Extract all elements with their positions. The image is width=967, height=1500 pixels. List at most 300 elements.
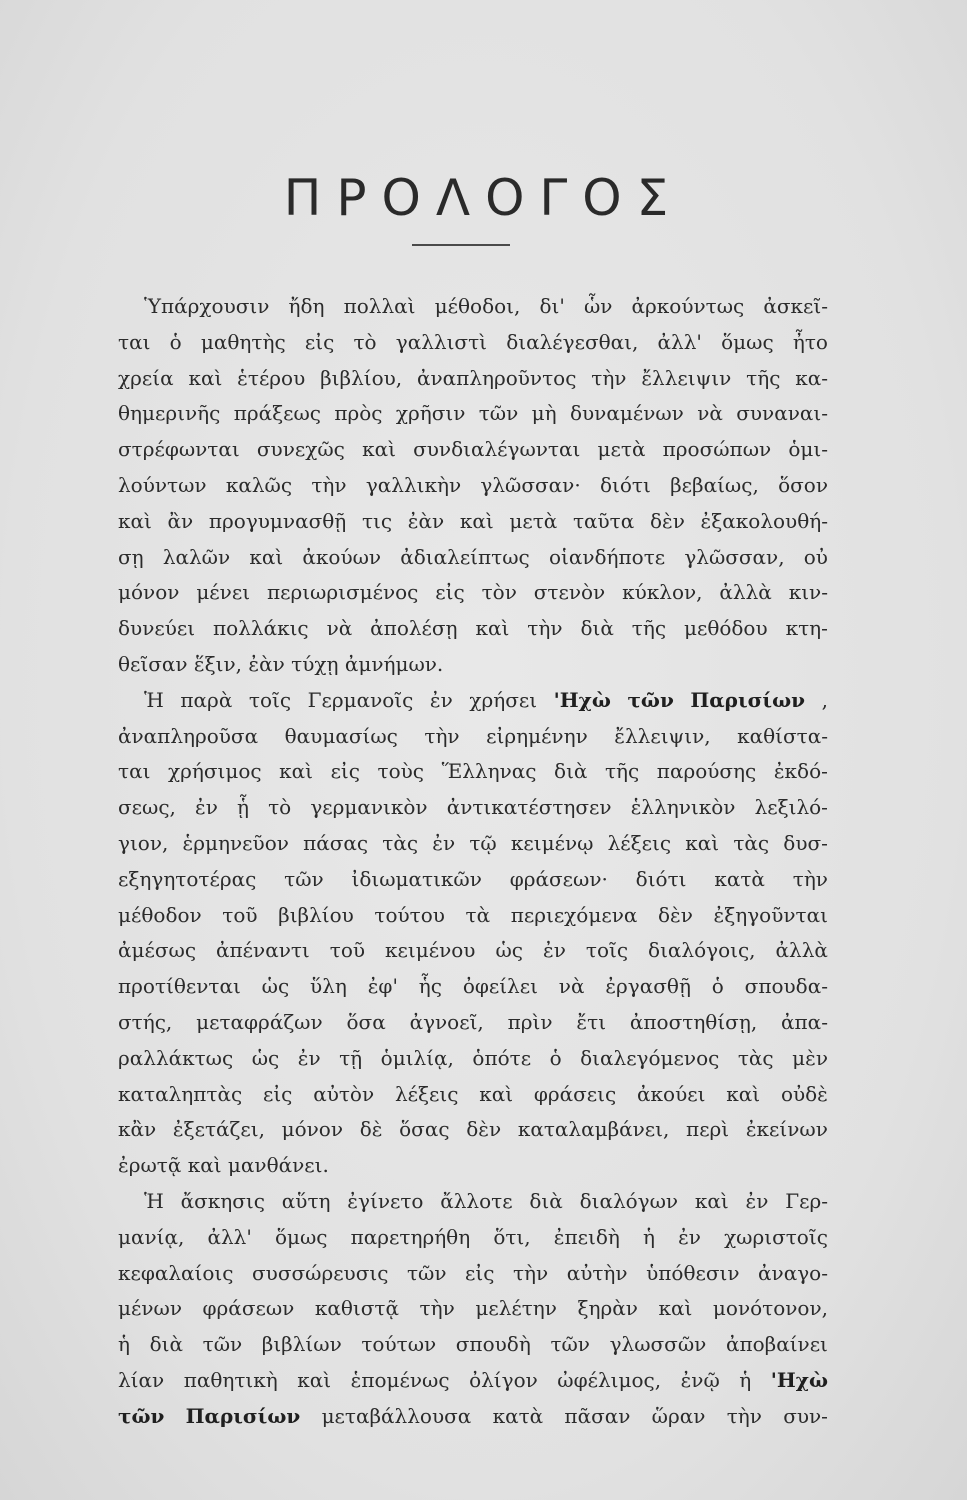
word: τὴν: [726, 1403, 762, 1428]
word: τὸ: [353, 329, 377, 354]
word: ἑρμηνεῦον: [182, 830, 289, 855]
word: μεταβάλλουσα: [321, 1403, 472, 1428]
text-line: [118, 826, 828, 862]
word: ὕλη: [310, 974, 347, 999]
word: δὲν: [657, 902, 693, 927]
word: εἰρημένην: [486, 723, 588, 748]
word: ἐν: [429, 687, 453, 712]
paragraph: [118, 683, 828, 1184]
word: τοῦ: [329, 938, 366, 963]
word: ἐν: [542, 938, 566, 963]
text-line: [118, 361, 828, 397]
word: καὶ: [726, 1081, 761, 1106]
word: τὸ: [268, 795, 292, 820]
word: εἰς: [435, 580, 465, 605]
word: ᾗ: [237, 795, 249, 820]
word: δυνεύει: [118, 616, 196, 641]
word: γερμανικὸν: [310, 795, 428, 820]
word: σῃ: [118, 544, 144, 569]
text-line: [118, 611, 828, 647]
word: ἐν: [745, 1188, 769, 1213]
text-line: [118, 1256, 828, 1292]
word: ὡς: [251, 1045, 280, 1070]
word: βιβλίων: [261, 1332, 342, 1357]
word: τὸν: [481, 580, 517, 605]
word: ἀναπληροῦσα: [118, 723, 259, 748]
word: τὴν: [591, 365, 627, 390]
word: ἀναπληροῦντος: [417, 365, 577, 390]
word: μέθοδοι,: [434, 294, 521, 318]
text-line: [118, 468, 828, 504]
word: σπουδὴ: [455, 1332, 531, 1357]
word: θημερινῆς: [118, 401, 221, 426]
word: πολλάκις: [213, 616, 309, 641]
word: τὰς: [733, 830, 770, 855]
word: τὴν: [527, 616, 563, 641]
word: διὰ: [149, 1332, 183, 1357]
word: κατὰ: [714, 866, 765, 891]
text-line: [118, 647, 828, 683]
word: κειμένου: [385, 938, 476, 963]
word: μεθόδου: [683, 616, 768, 641]
word: καθίστα-: [737, 723, 828, 748]
paragraph: [118, 289, 828, 683]
word: ἤδη: [288, 294, 325, 318]
word: ἀλλὰ: [775, 938, 828, 963]
word: χρήσιμος: [167, 759, 262, 784]
word: ὅσον: [778, 472, 828, 497]
word: πάσας: [303, 830, 369, 855]
word: διαλόγων: [579, 1188, 679, 1213]
text-line: [118, 1184, 828, 1220]
word: ται: [118, 329, 151, 354]
word: παρούσης: [656, 759, 757, 784]
text-line: [118, 898, 828, 934]
word: διαλόγοις,: [648, 938, 756, 963]
text-line: [118, 1112, 828, 1148]
text-line: [118, 1399, 828, 1435]
line-text: ἐρωτᾷ καὶ μανθάνει.: [118, 1153, 329, 1178]
word: πολλαὶ: [343, 294, 416, 318]
word: εἰς: [465, 1260, 495, 1285]
word: καὶ: [297, 1367, 332, 1392]
word: ἦτο: [792, 329, 828, 354]
word: ἑπομένως: [350, 1367, 450, 1392]
word: διὰ: [529, 1188, 563, 1213]
text-line: [118, 683, 828, 719]
word: μαθητὴς: [200, 329, 286, 354]
word: τούτου: [374, 902, 445, 927]
word: ὁπότε: [472, 1045, 532, 1070]
word: ἑτέρου: [237, 365, 306, 390]
word: νὰ: [326, 616, 353, 641]
word: χρήσει: [469, 687, 538, 712]
word: καλῶς: [225, 472, 293, 497]
word: ἑλληνικὸν: [630, 795, 736, 820]
word: πρὶν: [507, 1009, 553, 1034]
word: παρὰ: [180, 687, 233, 712]
word: ται: [118, 759, 151, 784]
word: ἐὰν: [407, 508, 445, 533]
text-line: [118, 1041, 828, 1077]
word: ὅμως: [721, 329, 774, 354]
text-line: [118, 1077, 828, 1113]
word: διαλέγεσθαι,: [506, 329, 639, 354]
word: τὴν: [419, 1296, 455, 1321]
word: ὥραν: [651, 1403, 706, 1428]
word: οὐ: [803, 544, 828, 569]
word: ἀλλ': [207, 1224, 252, 1249]
word: τῇ: [339, 1045, 363, 1070]
word: ἰδιωματικῶν: [351, 866, 482, 891]
word: συναναι-: [736, 401, 828, 426]
text-line: [118, 1363, 828, 1399]
word: ὠφέλιμος,: [557, 1367, 662, 1392]
word: μόνον: [281, 1117, 344, 1142]
word: λέξεις: [394, 1081, 459, 1106]
word: αὐτὸν: [313, 1081, 375, 1106]
word: χωριστοῖς: [724, 1224, 828, 1249]
word: ὀλίγον: [469, 1367, 538, 1392]
word: ,: [821, 687, 828, 712]
word: ὀφείλει: [462, 974, 538, 999]
word: τὴν: [792, 866, 828, 891]
text-line: [118, 432, 828, 468]
text-line: [118, 575, 828, 611]
text-line: [118, 1291, 828, 1327]
word: μένων: [118, 1296, 182, 1321]
word: τὴν: [311, 472, 347, 497]
word: Ὑπάρχουσιν: [144, 294, 270, 318]
word: ὡς: [495, 938, 523, 963]
word: ἔτι: [576, 1009, 607, 1034]
text-line: [118, 1327, 828, 1363]
word: τὰς: [382, 830, 419, 855]
page-title: ΠΡΟΛΟΓΟΣ: [283, 169, 684, 227]
paragraph: [118, 1184, 828, 1435]
text-line: [118, 790, 828, 826]
word: τοῖς: [585, 938, 629, 963]
text-line: [118, 1005, 828, 1041]
word: ξηρὰν: [577, 1296, 638, 1321]
word: ὁμιλίᾳ,: [380, 1045, 454, 1070]
word: κεφαλαίοις: [118, 1260, 234, 1285]
word: ταῦτα: [572, 508, 635, 533]
word: ἐξετάζει,: [172, 1117, 265, 1142]
text-line: [118, 754, 828, 790]
word: συσσώρευσις: [252, 1260, 389, 1285]
word: εἰς: [304, 329, 335, 354]
word: δὲν: [649, 508, 685, 533]
word: τούτων: [361, 1332, 437, 1357]
word: ὅμως: [274, 1224, 328, 1249]
word: καταλαμβάνει,: [517, 1117, 670, 1142]
word: τῷ: [469, 830, 497, 855]
word: ἐνῷ: [680, 1367, 720, 1392]
word: γιον,: [118, 830, 169, 855]
bold-title-word: Παρισίων: [690, 687, 805, 712]
word: δυσ-: [783, 830, 828, 855]
word: νὰ: [558, 974, 585, 999]
word: ἔλλειψιν: [641, 365, 732, 390]
word: συνδιαλέγωνται: [413, 437, 581, 462]
word: διαλεγόμενος: [580, 1045, 720, 1070]
word: ἐκδό-: [773, 759, 828, 784]
word: ἐν: [195, 795, 218, 820]
word: ἀντικατέστησεν: [446, 795, 612, 820]
word: τὴν: [424, 723, 460, 748]
word: τῶν: [284, 866, 324, 891]
word: καὶ: [658, 1296, 693, 1321]
word: γαλλικὴν: [365, 472, 462, 497]
word: οἱανδήποτε: [548, 544, 666, 569]
word: ἄσκησις: [180, 1188, 265, 1213]
word: μανίᾳ,: [118, 1224, 185, 1249]
word: τὰ: [465, 902, 491, 927]
word: ἐπειδὴ: [553, 1224, 620, 1249]
word: φράσεων: [202, 1296, 295, 1321]
word: ὅσας: [399, 1117, 450, 1142]
word: λίαν: [118, 1367, 165, 1392]
word: θαυμασίως: [284, 723, 398, 748]
word: Γερ-: [785, 1188, 828, 1213]
word: γλῶσσαν·: [480, 472, 581, 497]
text-line: [118, 1220, 828, 1256]
word: περιωρισμένος: [266, 580, 419, 605]
word: μεταφράζων: [196, 1009, 323, 1034]
word: ὡς: [261, 974, 290, 999]
word: ἂν: [167, 508, 194, 533]
word: συν-: [783, 1403, 828, 1428]
title-rule: [412, 244, 510, 246]
word: νὰ: [697, 401, 723, 426]
word: παθητικὴ: [183, 1367, 278, 1392]
word: Ἕλληνας: [441, 759, 537, 784]
word: στρέφωνται: [118, 437, 240, 462]
word: ἀπα-: [781, 1009, 828, 1034]
word: ὅσα: [346, 1009, 386, 1034]
word: τῆς: [746, 365, 781, 390]
word: διὰ: [554, 759, 588, 784]
word: τῆς: [631, 616, 667, 641]
word: καὶ: [249, 544, 284, 569]
text-line: [118, 325, 828, 361]
word: ἀποβαίνει: [725, 1332, 828, 1357]
word: λούντων: [118, 472, 207, 497]
word: ὁ: [549, 1045, 562, 1070]
word: ἀγνοεῖ,: [409, 1009, 484, 1034]
word: καὶ: [459, 508, 494, 533]
word: προτίθενται: [118, 974, 241, 999]
word: δι': [539, 294, 565, 318]
word: ἐφ': [367, 974, 398, 999]
word: Ἡ: [144, 687, 164, 712]
word: μονότονον,: [712, 1296, 828, 1321]
word: μέθοδον: [118, 902, 202, 927]
word: διότι: [635, 866, 687, 891]
word: ἐν: [678, 1224, 701, 1249]
word: ἀκούει: [637, 1081, 706, 1106]
word: καὶ: [118, 508, 152, 533]
word: ἐκείνων: [745, 1117, 828, 1142]
word: κτη-: [785, 616, 828, 641]
word: τὰς: [737, 1045, 774, 1070]
bold-title-word: Παρισίων: [185, 1403, 301, 1428]
word: περὶ: [686, 1117, 730, 1142]
word: μὴ: [531, 401, 557, 426]
word: τὴν: [512, 1260, 549, 1285]
word: καὶ: [694, 1188, 729, 1213]
word: ἀμέσως: [118, 938, 197, 963]
word: πράξεως: [233, 401, 321, 426]
word: προγυμνασθῇ: [208, 508, 347, 533]
word: καταληπτὰς: [118, 1081, 243, 1106]
word: καθιστᾷ: [314, 1296, 399, 1321]
bold-title-word: τῶν: [627, 687, 674, 712]
word: εἰς: [262, 1081, 293, 1106]
word: κιν-: [788, 580, 828, 605]
word: ἐγίνετο: [347, 1188, 424, 1213]
word: λέξεις: [607, 830, 672, 855]
word: χρῆσιν: [395, 401, 466, 426]
word: τῶν: [202, 1332, 243, 1357]
word: τοὺς: [377, 759, 424, 784]
word: ἀκούων: [302, 544, 382, 569]
word: κύκλον,: [622, 580, 703, 605]
word: κατὰ: [492, 1403, 544, 1428]
word: μετὰ: [509, 508, 558, 533]
word: Γερμανοῖς: [307, 687, 414, 712]
bold-title-word: 'Ηχὼ: [770, 1367, 828, 1392]
word: προσώπων: [662, 437, 772, 462]
word: τῶν: [550, 1332, 590, 1357]
word: χρεία: [118, 365, 174, 390]
word: ὧν: [583, 294, 613, 318]
word: κα-: [795, 365, 828, 390]
line-text: θεῖσαν ἕξιν, ἐὰν τύχῃ ἀμνήμων.: [118, 651, 444, 676]
word: καὶ: [479, 1081, 514, 1106]
word: ὁ: [711, 974, 724, 999]
word: δὲ: [359, 1117, 383, 1142]
word: καὶ: [475, 616, 510, 641]
word: γαλλιστὶ: [395, 329, 487, 354]
word: ἀρκούντως: [631, 294, 745, 318]
word: ραλλάκτως: [118, 1045, 234, 1070]
word: ἐργασθῇ: [605, 974, 691, 999]
text-line: [118, 1148, 828, 1184]
bold-title-word: τῶν: [118, 1403, 165, 1428]
word: πᾶσαν: [564, 1403, 631, 1428]
word: περιεχόμενα: [510, 902, 638, 927]
word: αὕτη: [281, 1188, 331, 1213]
word: τις: [361, 508, 393, 533]
word: καὶ: [279, 759, 313, 784]
word: καὶ: [362, 437, 396, 462]
text-line: [118, 933, 828, 969]
word: ἄλλοτε: [440, 1188, 513, 1213]
word: μένει: [196, 580, 251, 605]
word: ἡ: [642, 1224, 655, 1249]
word: ἀπολέσῃ: [370, 616, 458, 641]
word: ἀλλ': [657, 329, 702, 354]
text-line: [118, 719, 828, 755]
word: εξηγητοτέρας: [118, 866, 257, 891]
text-line: [118, 540, 828, 576]
word: παρετηρήθη: [350, 1224, 471, 1249]
word: ἀλλὰ: [719, 580, 772, 605]
word: μετὰ: [597, 437, 646, 462]
word: ὁ: [169, 329, 182, 354]
word: οὐδὲ: [780, 1081, 828, 1106]
word: μὲν: [792, 1045, 828, 1070]
word: ἀσκεῖ-: [763, 294, 828, 318]
word: διότι: [599, 472, 651, 497]
word: βεβαίως,: [670, 472, 759, 497]
text-line: [118, 396, 828, 432]
word: ἡ: [739, 1367, 752, 1392]
word: στενὸν: [533, 580, 606, 605]
word: βιβλίου,: [320, 365, 403, 390]
word: ἧς: [418, 974, 442, 999]
word: γλῶσσαν,: [684, 544, 785, 569]
word: σεως,: [118, 795, 176, 820]
word: διὰ: [580, 616, 614, 641]
word: λεξιλό-: [754, 795, 828, 820]
text-line: [118, 862, 828, 898]
text-line: [118, 504, 828, 540]
word: φράσεις: [533, 1081, 617, 1106]
text-line: [118, 969, 828, 1005]
word: πρὸς: [334, 401, 383, 426]
text-line: [118, 289, 828, 325]
word: δυναμένων: [569, 401, 684, 426]
word: δὲν: [466, 1117, 502, 1142]
word: φράσεων·: [509, 866, 608, 891]
word: αὐτὴν: [566, 1260, 628, 1285]
word: μελέτην: [475, 1296, 557, 1321]
word: ἐν: [432, 830, 456, 855]
word: ἡ: [118, 1332, 130, 1357]
word: κἂν: [118, 1117, 157, 1142]
word: τοῖς: [248, 687, 292, 712]
word: τῶν: [478, 401, 519, 426]
word: ἀπέναντι: [216, 938, 310, 963]
word: γλωσσῶν: [609, 1332, 707, 1357]
word: μόνον: [118, 580, 180, 605]
word: βιβλίου: [278, 902, 354, 927]
word: εἰς: [330, 759, 360, 784]
word: ἀποστηθίσῃ,: [629, 1009, 758, 1034]
word: καὶ: [685, 830, 720, 855]
word: καὶ: [188, 365, 223, 390]
word: λαλῶν: [162, 544, 231, 569]
word: ἀδιαλείπτως: [400, 544, 530, 569]
word: τῆς: [604, 759, 640, 784]
word: τοῦ: [222, 902, 258, 927]
word: σπουδα-: [744, 974, 828, 999]
word: ὁμι-: [788, 437, 828, 462]
word: στής,: [118, 1009, 173, 1034]
word: ἐν: [297, 1045, 321, 1070]
word: Ἡ: [144, 1188, 164, 1213]
word: ἐξακολουθή-: [700, 508, 828, 533]
body-text: [118, 289, 828, 1435]
word: συνεχῶς: [256, 437, 345, 462]
word: ἐξηγοῦνται: [713, 902, 828, 927]
word: ὅτι,: [493, 1224, 531, 1249]
word: ἔλλειψιν,: [614, 723, 711, 748]
word: τῶν: [406, 1260, 447, 1285]
